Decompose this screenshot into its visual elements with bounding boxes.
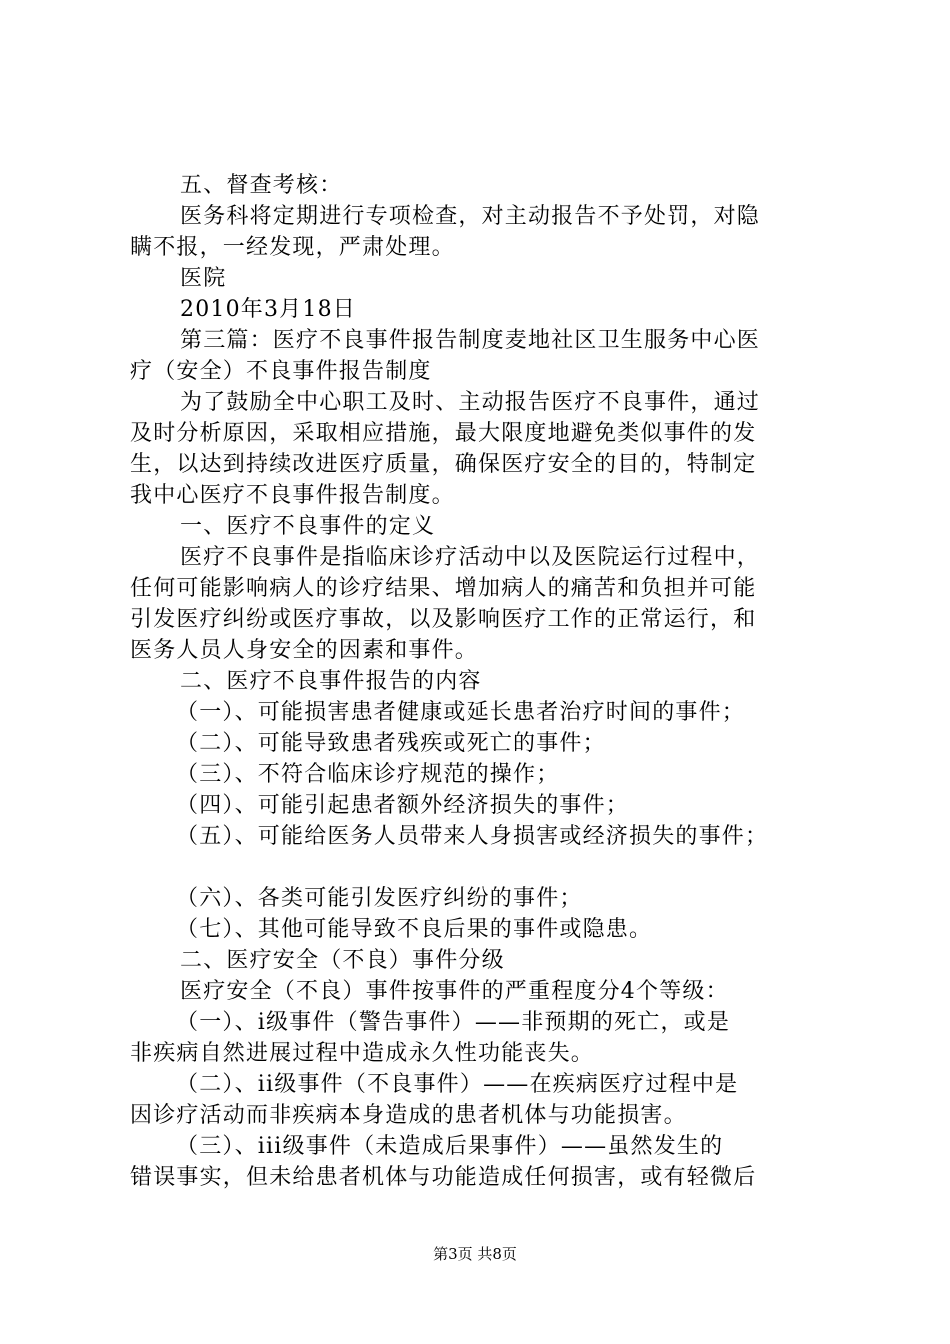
paragraph-line: 因诊疗活动而非疾病本身造成的患者机体与功能损害。 [130,1103,687,1128]
list-item: （一）、可能损害患者健康或延长患者治疗时间的事件； [176,700,746,725]
paragraph-line: 非疾病自然进展过程中造成永久性功能丧失。 [130,1041,595,1066]
chapter-title: 疗（安全）不良事件报告制度 [130,359,432,384]
chapter-title: 第三篇：医疗不良事件报告制度麦地社区卫生服务中心医 [180,328,761,353]
paragraph-line: 医务科将定期进行专项检查，对主动报告不予处罚，对隐 [180,204,761,229]
paragraph-line: 错误事实，但未给患者机体与功能造成任何损害，或有轻微后 [130,1165,757,1190]
paragraph-line: 医疗安全（不良）事件按事件的严重程度分4个等级： [180,979,729,1004]
paragraph-line: （一）、i级事件（警告事件）——非预期的死亡，或是 [176,1010,731,1035]
list-item: （四）、可能引起患者额外经济损失的事件； [176,793,630,818]
paragraph-line: 引发医疗纠纷或医疗事故，以及影响医疗工作的正常运行，和 [130,607,757,632]
list-item: （三）、不符合临床诊疗规范的操作； [176,762,560,787]
paragraph-line: 及时分析原因，采取相应措施，最大限度地避免类似事件的发 [130,421,757,446]
paragraph-line: 我中心医疗不良事件报告制度。 [130,483,455,508]
paragraph-line: 医务人员人身安全的因素和事件。 [130,638,479,663]
paragraph-line: 瞒不报，一经发现，严肃处理。 [130,235,455,260]
list-item: （五）、可能给医务人员带来人身损害或经济损失的事件； [176,824,769,849]
paragraph-line: 生，以达到持续改进医疗质量，确保医疗安全的目的，特制定 [130,452,757,477]
paragraph-line: 医疗不良事件是指临床诊疗活动中以及医院运行过程中， [180,545,761,570]
paragraph-line: 为了鼓励全中心职工及时、主动报告医疗不良事件，通过 [180,390,761,415]
section-heading: 一、医疗不良事件的定义 [180,514,436,539]
list-item: （七）、其他可能导致不良后果的事件或隐患。 [176,917,653,942]
signature-org: 医院 [180,266,227,291]
page-footer: 第3页 共8页 [433,1245,517,1263]
document-body [130,170,835,1193]
signature-date: 2010年3月18日 [180,297,356,322]
paragraph-line: （三）、iii级事件（未造成后果事件）——虽然发生的 [176,1134,724,1159]
paragraph-line: 任何可能影响病人的诊疗结果、增加病人的痛苦和负担并可能 [130,576,757,601]
list-item: （二）、可能导致患者残疾或死亡的事件； [176,731,606,756]
section-heading: 二、医疗不良事件报告的内容 [180,669,482,694]
list-item: （六）、各类可能引发医疗纠纷的事件； [176,886,583,911]
blank-line [130,852,835,883]
section-heading: 二、医疗安全（不良）事件分级 [180,948,505,973]
paragraph-line: （二）、ii级事件（不良事件）——在疾病医疗过程中是 [176,1072,739,1097]
section-heading: 五、督查考核： [180,173,343,198]
